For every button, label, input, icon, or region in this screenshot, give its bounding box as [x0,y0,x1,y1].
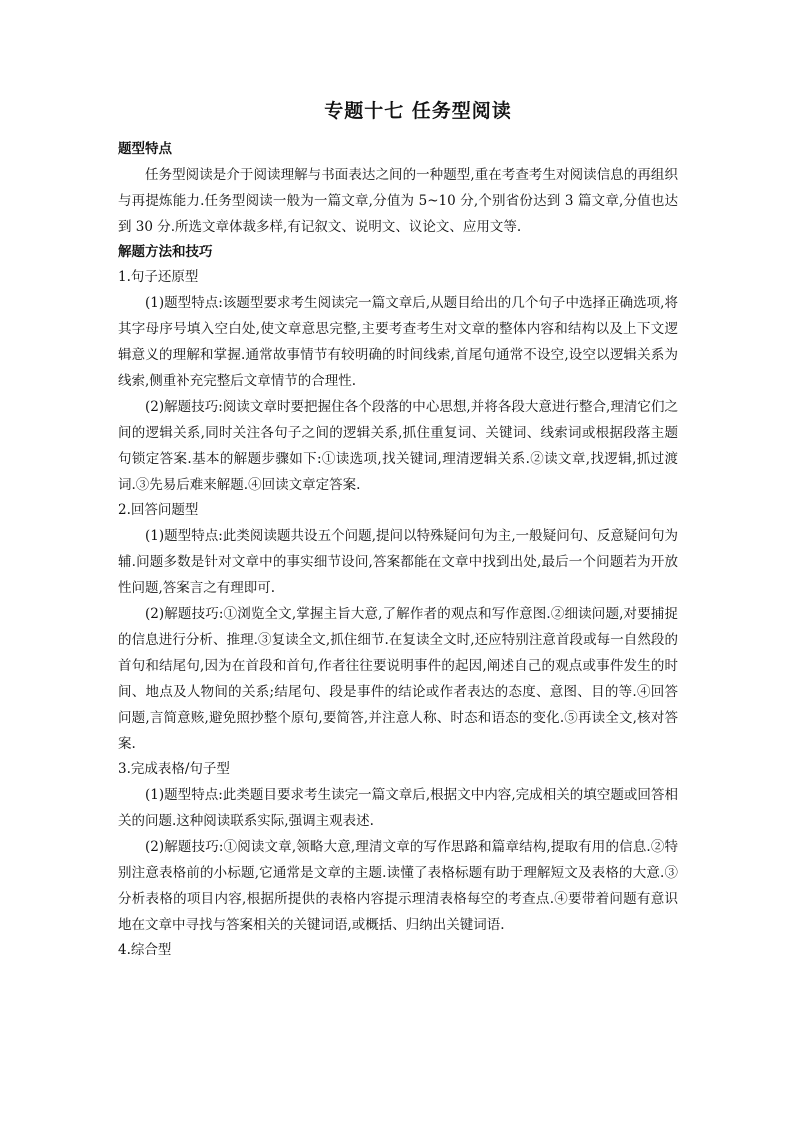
section-heading-methods: 解题方法和技巧 [118,244,213,260]
paragraph-table-completion-tips: (2)解题技巧:①阅读文章,领略大意,理清文章的写作思路和篇章结构,提取有用的信息.②特别注意表格前的小标题,它通常是文章的主题.读懂了表格标题有助于理解短文及表格的大意.③分析表格的项目内容,根据所提供的表格内容提示理清表格每空的考查点.④要带着问题有意识地在文章中寻找与答案相关的关键词语,或概括、归纳出关键词语. [118,839,678,933]
section-heading-features: 题型特点 [118,141,172,157]
document-page [118,96,678,963]
page-title: 专题十七 任务型阅读 [324,100,512,122]
paragraph-features: 任务型阅读是介于阅读理解与书面表达之间的一种题型,重在考查考生对阅读信息的再组织与再提炼能力.任务型阅读一般为一篇文章,分值为 5~10 分,个别省份达到 3 篇文章,分值也达到 30 分.所选文章体裁多样,有记叙文、说明文、议论文、应用文等. [118,167,678,235]
type-heading-answer-questions: 2.回答问题型 [118,502,199,518]
paragraph-sentence-restore-tips: (2)解题技巧:阅读文章时要把握住各个段落的中心思想,并将各段大意进行整合,理清它们之间的逻辑关系,同时关注各句子之间的逻辑关系,抓住重复词、关键词、线索词或根据段落主题句锁定答案.基本的解题步骤如下:①读选项,找关键词,理清逻辑关系.②读文章,找逻辑,抓过渡词.③先易后难来解题.④回读文章定答案. [118,399,678,493]
paragraph-sentence-restore-features: (1)题型特点:该题型要求考生阅读完一篇文章后,从题目给出的几个句子中选择正确选项,将其字母序号填入空白处,使文章意思完整,主要考查考生对文章的整体内容和结构以及上下文逻辑意义的理解和掌握.通常故事情节有较明确的时间线索,首尾句通常不设空,设空以逻辑关系为线索,侧重补充完整后文章情节的合理性. [118,295,678,389]
paragraph-table-completion-features: (1)题型特点:此类题目要求考生读完一篇文章后,根据文中内容,完成相关的填空题或回答相关的问题.这种阅读联系实际,强调主观表述. [118,787,678,829]
paragraph-answer-questions-features: (1)题型特点:此类阅读题共设五个问题,提问以特殊疑问句为主,一般疑问句、反意疑问句为辅.问题多数是针对文章中的事实细节设问,答案都能在文章中找到出处,最后一个问题若为开放性问题,答案言之有理即可. [118,528,678,596]
paragraph-answer-questions-tips: (2)解题技巧:①浏览全文,掌握主旨大意,了解作者的观点和写作意图.②细读问题,对要捕捉的信息进行分析、推理.③复读全文,抓住细节.在复读全文时,还应特别注意首段或每一自然段的首句和结尾句,因为在首段和首句,作者往往要说明事件的起因,阐述自己的观点或事件发生的时间、地点及人物间的关系;结尾句、段是事件的结论或作者表达的态度、意图、目的等.④回答问题,言简意赅,避免照抄整个原句,要简答,并注意人称、时态和语态的变化.⑤再读全文,核对答案. [118,606,678,752]
type-heading-comprehensive: 4.综合型 [118,942,172,958]
type-heading-sentence-restore: 1.句子还原型 [118,269,199,285]
type-heading-table-completion: 3.完成表格/句子型 [118,761,230,777]
